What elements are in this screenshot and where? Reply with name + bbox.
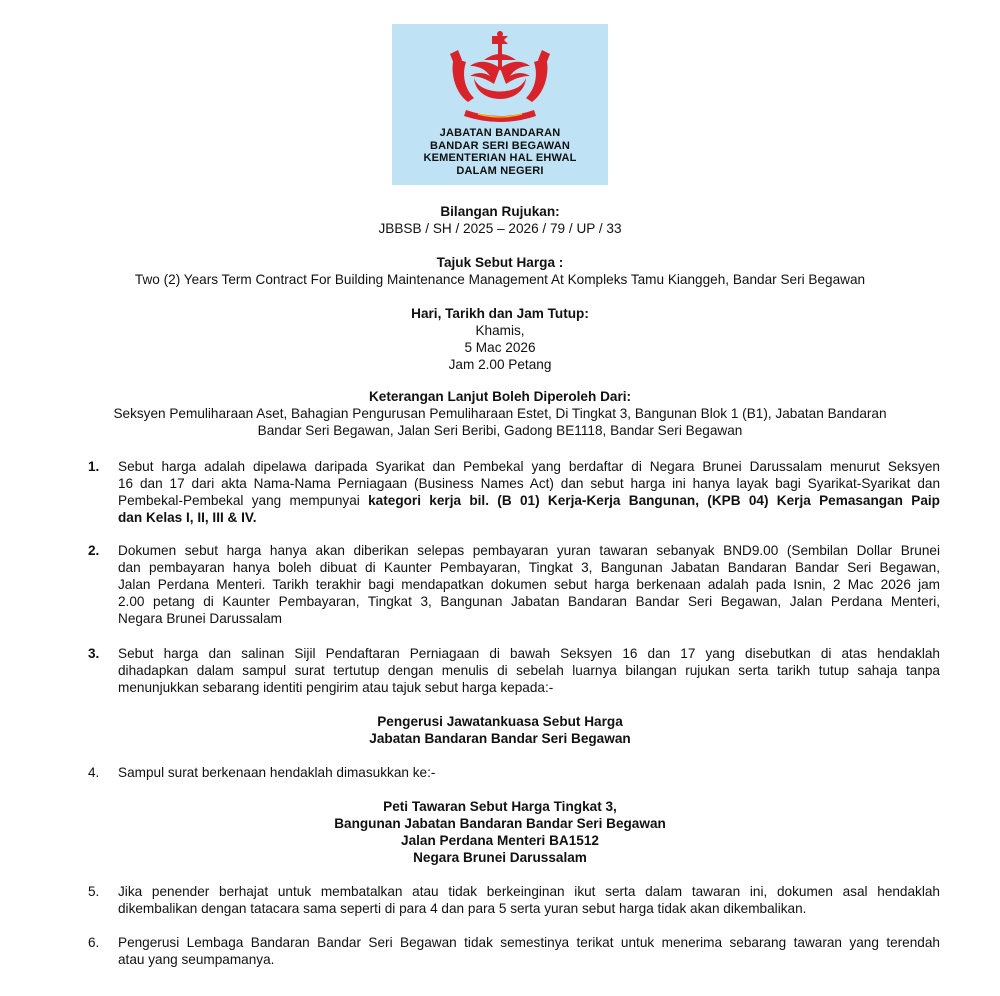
item-line: Jika penender berhajat untuk membatalkan atau tidak berkeinginan ikut serta dalam tawaran ini, dokumen asal hendaklah: [118, 884, 940, 899]
org-line: BANDAR SERI BEGAWAN: [429, 139, 571, 152]
item-line: dikembalikan dengan tatacara sama seperti di para 4 dan para 5 serta yuran sebut harga tidak akan dikembalikan.: [118, 901, 807, 916]
department-name: [392, 127, 608, 177]
item-line: Jalan Perdana Menteri. Tarikh terakhir bagi mendapatkan dokumen sebut harga berkenaan adalah pada Isnin, 2 Mac 2026 jam: [118, 577, 940, 592]
addressee-block: [60, 713, 940, 747]
reference-section: [60, 203, 940, 237]
brunei-crest-icon: [444, 30, 556, 126]
item-line-mixed: [118, 492, 940, 509]
item-line: Negara Brunei Darussalam: [118, 611, 282, 626]
item-bold-line: kategori kerja bil. (B 01) Kerja-Kerja Bangunan, (KPB 04) Kerja Pemasangan Paip: [368, 493, 940, 508]
item-text: [118, 542, 940, 627]
closing-date: 5 Mac 2026: [464, 340, 536, 355]
item-text: [118, 645, 940, 696]
info-line: Seksyen Pemuliharaan Aset, Bahagian Pengurusan Pemuliharaan Estet, Di Tingkat 3, Bangunan Blok 1 (B1), Jabatan Bandaran: [113, 406, 887, 421]
item-text: [118, 458, 940, 526]
reference-value: JBBSB / SH / 2025 – 2026 / 79 / UP / 33: [378, 221, 622, 236]
org-line: KEMENTERIAN HAL EHWAL: [423, 152, 577, 165]
org-line: JABATAN BANDARAN: [439, 127, 561, 139]
item-bold-line: dan Kelas I, II, III & IV.: [118, 510, 257, 525]
delivery-line: Peti Tawaran Sebut Harga Tingkat 3,: [383, 799, 617, 814]
reference-label: Bilangan Rujukan:: [440, 204, 560, 219]
department-logo: [392, 24, 608, 185]
item-number: 1.: [88, 459, 100, 474]
delivery-line: Negara Brunei Darussalam: [413, 850, 587, 865]
item-text: [118, 934, 940, 968]
closing-section: [60, 305, 940, 373]
delivery-line: Bangunan Jabatan Bandaran Bandar Seri Begawan: [334, 816, 666, 831]
item-line: Sampul surat berkenaan hendaklah dimasukkan ke:-: [118, 765, 436, 780]
item-line: Sebut harga dan salinan Sijil Pendaftaran Perniagaan di bawah Seksyen 16 dan 17 yang disebutkan di atas hendaklah: [118, 646, 940, 661]
item-line: 16 dan 17 dari akta Nama-Nama Perniagaan (Business Names Act) dan sebut harga ini hanya layak bagi Syarikat-Syarikat dan: [118, 476, 940, 491]
item-line: atau yang seumpamanya.: [118, 952, 275, 967]
item-line: Sebut harga adalah dipelawa daripada Syarikat dan Pembekal yang berdaftar di Negara Brunei Darussalam menurut Seksyen: [118, 459, 940, 474]
addressee-line: Jabatan Bandaran Bandar Seri Begawan: [369, 731, 631, 746]
item-line: dan pembayaran hanya boleh dibuat di Kaunter Pembayaran, Tingkat 3, Bangunan Jabatan Bandaran Bandar Seri Begawan,: [118, 560, 940, 575]
org-line: DALAM NEGERI: [456, 164, 544, 177]
delivery-address: [60, 798, 940, 866]
info-label: Keterangan Lanjut Boleh Diperoleh Dari:: [368, 389, 632, 404]
item-number: 2.: [88, 543, 100, 558]
item-line: Dokumen sebut harga hanya akan diberikan selepas pembayaran yuran tawaran sebanyak BND9.00 (Sembilan Dollar Brunei: [118, 543, 940, 558]
item-text: [118, 883, 940, 917]
item-number: 3.: [88, 646, 100, 661]
item-text: [118, 764, 940, 781]
closing-day: Khamis,: [475, 323, 525, 338]
addressee-line: Pengerusi Jawatankuasa Sebut Harga: [377, 714, 623, 729]
item-line: dihadapkan dalam sampul surat tertutup dengan menulis di sebelah luarnya bilangan rujukan serta tarikh tutup sahaja tanpa: [118, 663, 940, 678]
item-line: Pengerusi Lembaga Bandaran Bandar Seri Begawan tidak semestinya terikat untuk menerima sebarang tawaran yang terendah: [118, 935, 940, 950]
item-number: 5.: [88, 884, 100, 899]
info-section: [60, 388, 940, 439]
title-label: Tajuk Sebut Harga :: [436, 255, 564, 270]
item-number: 4.: [88, 765, 100, 780]
delivery-line: Jalan Perdana Menteri BA1512: [401, 833, 599, 848]
info-line: Bandar Seri Begawan, Jalan Seri Beribi, Gadong BE1118, Bandar Seri Begawan: [257, 423, 743, 438]
item-number: 6.: [88, 935, 100, 950]
item-line: menunjukkan sebarang identiti pengirim atau tajuk sebut harga kepada:-: [118, 680, 554, 695]
title-value: Two (2) Years Term Contract For Building Maintenance Management At Kompleks Tamu Kianggeh, Bandar Seri Begawan: [134, 272, 866, 287]
closing-time: Jam 2.00 Petang: [448, 357, 552, 372]
item-line: Pembekal-Pembekal yang mempunyai: [118, 493, 360, 508]
closing-label: Hari, Tarikh dan Jam Tutup:: [411, 306, 589, 321]
item-line: 2.00 petang di Kaunter Pembayaran, Tingkat 3, Bangunan Jabatan Bandaran Bandar Seri Begawan, Jalan Perdana Menteri,: [118, 594, 940, 609]
title-section: [60, 254, 940, 288]
